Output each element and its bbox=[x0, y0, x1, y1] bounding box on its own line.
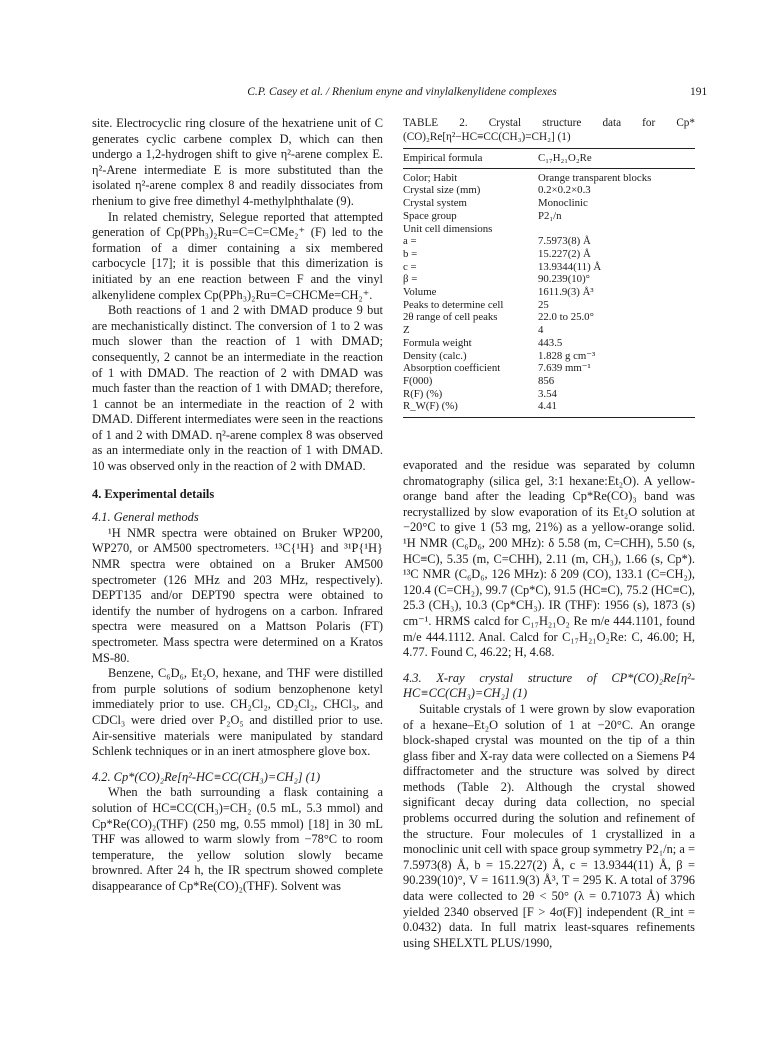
right-column bbox=[403, 458, 695, 951]
table-cell: a = bbox=[403, 235, 417, 248]
table-row bbox=[403, 400, 695, 417]
table-cell: Absorption coefficient bbox=[403, 362, 501, 375]
table-row bbox=[403, 286, 695, 299]
table-row bbox=[403, 273, 695, 286]
table-cell: β = bbox=[403, 273, 418, 286]
table-cell: 7.5973(8) Å bbox=[538, 235, 591, 248]
table-row bbox=[403, 375, 695, 388]
table-row bbox=[403, 223, 695, 236]
table-row bbox=[403, 299, 695, 312]
subsection-heading: 4.3. X-ray crystal structure of CP*(CO)₂Re[η²-HC≡CC(CH₃)=CH₂] (1) bbox=[403, 670, 695, 701]
table-cell: Orange transparent blocks bbox=[538, 171, 652, 184]
table-cell: 15.227(2) Å bbox=[538, 247, 591, 260]
table-cell: R(F) (%) bbox=[403, 387, 443, 400]
table-cell: 1.828 g cm⁻³ bbox=[538, 349, 596, 362]
running-head: C.P. Casey et al. / Rhenium enyne and vinylalkenylidene complexes bbox=[247, 86, 557, 98]
table-cell: 0.2×0.2×0.3 bbox=[538, 184, 591, 197]
table-row bbox=[403, 337, 695, 350]
table-row bbox=[403, 168, 695, 184]
table-2-block bbox=[403, 116, 695, 418]
paragraph: Suitable crystals of 1 were grown by slow evaporation of a hexane–Et₂O solution of 1 at −20°C. An orange block-shaped crystal was mounted on the tip of a thin glass fiber and X-ray data were collected on a Siemens P4 diffractometer and the structure was solved by direct methods (Table 2). Although the crystal showed significant decay during data collection, no special problems occurred during the solution and refinement of the structure. Four molecules of 1 crystallized in a monoclinic unit cell with space group symmetry P2₁/n; a = 7.5973(8) Å, b = 15.227(2) Å, c = 13.9344(11) Å, β = 90.239(10)°, V = 1611.9(3) Å³, T = 295 K. A total of 3796 data were collected to 2θ < 50° (λ = 0.71073 Å) which yielded 2340 observed [F > 4σ(F)] independent (R_int = 0.0432) data. In full matrix least-squares refinements using SHELXTL PLUS/1990, bbox=[403, 701, 695, 950]
table-cell: Monoclinic bbox=[538, 197, 588, 210]
table-cell: Color; Habit bbox=[403, 171, 458, 184]
paragraph: In related chemistry, Selegue reported that attempted generation of Cp(PPh₃)₂Ru=C=C=CMe₂⁺ (F) led to the formation of a dimer containing a six membered carbocycle [17]; it is possible that this dimerization is initiated by an ene reaction between F and the vinyl alkenylidene complex Cp(PPh₃)₂Ru=C=CHCMe=CH₂⁺. bbox=[92, 209, 383, 302]
table-cell: R_W(F) (%) bbox=[403, 400, 538, 417]
table-cell: 4.41 bbox=[538, 400, 695, 417]
table-row bbox=[403, 311, 695, 324]
table-cell: Volume bbox=[403, 286, 437, 299]
table-cell: 856 bbox=[538, 374, 555, 387]
subsection-heading: 4.2. Cp*(CO)₂Re[η²-HC≡CC(CH₃)=CH₂] (1) bbox=[92, 769, 321, 784]
paragraph: site. Electrocyclic ring closure of the hexatriene unit of C generates cyclic carbene complex D, which can then undergo a 1,2-hydrogen shift to give η²-arene complex E. η²-Arene intermediate E is more substituted than the isolated η²-arene complex 8 and readily dissociates from rhenium to give free dimethyl 4-methylphthalate (9). bbox=[92, 116, 383, 208]
table-cell: 25 bbox=[538, 298, 549, 311]
table-cell: 22.0 to 25.0° bbox=[538, 311, 594, 324]
table-caption: TABLE 2. Crystal structure data for Cp*(CO)₂Re[η²−HC≡CC(CH₃)=CH₂] (1) bbox=[403, 117, 695, 143]
table-header-cell: Empirical formula bbox=[403, 149, 538, 169]
table-cell: Crystal size (mm) bbox=[403, 184, 481, 197]
table-row bbox=[403, 388, 695, 401]
table-cell: P2₁/n bbox=[538, 209, 562, 222]
page-number: 191 bbox=[690, 86, 708, 98]
crystal-data-table bbox=[403, 148, 695, 418]
table-cell: 7.639 mm⁻¹ bbox=[538, 362, 591, 375]
left-column bbox=[92, 116, 383, 895]
table-cell: 4 bbox=[538, 324, 544, 337]
table-row bbox=[403, 261, 695, 274]
table-row bbox=[403, 362, 695, 375]
table-cell: Density (calc.) bbox=[403, 349, 467, 362]
table-cell: 13.9344(11) Å bbox=[538, 260, 602, 273]
table-row bbox=[403, 324, 695, 337]
table-cell: Crystal system bbox=[403, 197, 467, 210]
paragraph: evaporated and the residue was separated by column chromatography (silica gel, 3:1 hexane:Et₂O). A yellow-orange band after the leading Cp*Re(CO)₃ band was recrystallized by slow evaporation of its Et₂O solution at −20°C to give 1 (53 mg, 21%) as a yellow-orange solid. ¹H NMR (C₆D₆, 200 MHz): δ 5.58 (m, C=CHH), 5.50 (s, HC≡C), 5.35 (m, C=CHH), 2.11 (m, CH₃), 1.66 (s, Cp*). ¹³C NMR (C₆D₆, 126 MHz): δ 209 (CO), 133.1 (C=CH₂), 120.4 (C=CH₂), 99.7 (Cp*C), 91.5 (HC≡C), 75.2 (HC≡C), 25.3 (CH₃), 10.3 (Cp*CH₃). IR (THF): 1956 (s), 1873 (s) cm⁻¹. HRMS calcd for C₁₇H₂₁O₂ Re m/e 444.1101, found m/e 444.1112. Anal. Calcd for C₁₇H₂₁O₂Re: C, 46.00; H, 4.77. Found C, 46.22; H, 4.68. bbox=[403, 458, 695, 660]
table-cell: 90.239(10)° bbox=[538, 273, 590, 286]
table-row bbox=[403, 184, 695, 197]
table-cell: Unit cell dimensions bbox=[403, 222, 493, 235]
subsection-heading: 4.1. General methods bbox=[92, 510, 199, 525]
section-heading: 4. Experimental details bbox=[92, 486, 215, 501]
paragraph: When the bath surrounding a flask containing a solution of HC≡CC(CH₃)=CH₂ (0.5 mL, 5.3 mmol) and Cp*Re(CO)₂(THF) (250 mg, 0.55 mmol) [18] in 30 mL THF was allowed to warm slowly from −78°C to room temperature, the yellow solution slowly became brownred. After 24 h, the IR spectrum showed complete disappearance of Cp*Re(CO)₂(THF). Solvent was bbox=[92, 785, 383, 893]
table-cell: 1611.9(3) Å³ bbox=[538, 286, 594, 299]
table-cell: Formula weight bbox=[403, 336, 472, 349]
table-cell: Peaks to determine cell bbox=[403, 298, 504, 311]
table-cell: b = bbox=[403, 247, 418, 260]
paragraph: Benzene, C₆D₆, Et₂O, hexane, and THF were distilled from purple solutions of sodium benzophenone ketyl immediately prior to use. CH₂Cl₂, CD₂Cl₂, CHCl₃, and CDCl₃ were dried over P₂O₅ and distilled prior to use. Air-sensitive materials were manipulated by standard Schlenk techniques or in an inert atmosphere glove box. bbox=[92, 666, 383, 759]
table-row bbox=[403, 248, 695, 261]
table-cell: 3.54 bbox=[538, 387, 557, 400]
table-cell: Space group bbox=[403, 209, 457, 222]
table-row bbox=[403, 235, 695, 248]
table-row bbox=[403, 197, 695, 210]
paragraph: ¹H NMR spectra were obtained on Bruker WP200, WP270, or AM500 spectrometers. ¹³C{¹H} and ³¹P{¹H} NMR spectra were obtained on a Bruker AM500 spectrometer (126 MHz and 203 MHz, respectively). DEPT135 and/or DEPT90 spectra were obtained to identify the number of hydrogens on a carbon. Infrared spectra were measured on a Mattson Polaris (FT) spectrometer. Mass spectra were determined on a Kratos MS-80. bbox=[92, 525, 383, 665]
table-header-row bbox=[403, 149, 695, 169]
table-row bbox=[403, 350, 695, 363]
table-cell: c = bbox=[403, 260, 417, 273]
table-cell: F(000) bbox=[403, 374, 433, 387]
table-cell: Z bbox=[403, 324, 410, 337]
table-cell: 2θ range of cell peaks bbox=[403, 311, 498, 324]
table-cell bbox=[538, 223, 695, 236]
table-cell: 443.5 bbox=[538, 336, 563, 349]
table-header-cell: C₁₇H₂₁O₂Re bbox=[538, 149, 695, 169]
paragraph: Both reactions of 1 and 2 with DMAD produce 9 but are mechanistically distinct. The conversion of 1 to 2 was much slower than the reaction of 1 with DMAD; consequently, 2 cannot be an intermediate in the reaction of 1 with DMAD. The reaction of 2 with DMAD was much faster than the reaction of 1 with DMAD; therefore, 1 cannot be an intermediate in the reaction of 2 with DMAD. Different intermediates were seen in the reactions of 1 and 2 with DMAD. η²-arene complex 8 was observed as an intermediate only in the reaction of 1 with DMAD. 10 was observed only in the reaction of 2 with DMAD. bbox=[92, 303, 383, 474]
table-row bbox=[403, 210, 695, 223]
